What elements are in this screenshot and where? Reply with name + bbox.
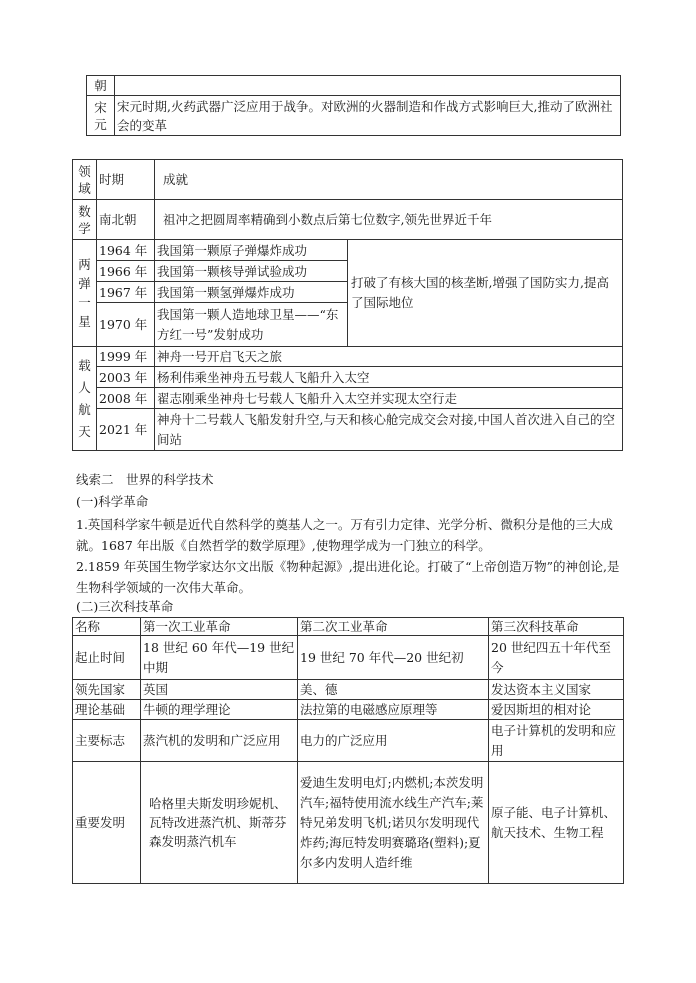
year-cell: 2021 年 [97,409,155,451]
paragraph-newton: 1.英国科学家牛顿是近代自然科学的奠基人之一。万有引力定律、光学分析、微积分是他的三大成就。1687 年出版《自然哲学的数学原理》,使物理学成为一门独立的科学。 [76,517,613,553]
year-cell: 1970 年 [97,303,155,347]
row-label: 重要发明 [73,762,141,884]
table-row [73,762,624,884]
year-cell: 1999 年 [97,347,155,367]
row-label: 起止时间 [73,636,141,680]
cell: 爱因斯坦的相对论 [489,700,624,720]
table-row [73,347,623,367]
header-cell: 第一次工业革命 [141,618,298,636]
header-cell: 第三次科技革命 [489,618,624,636]
field-cell-spaceflight [73,347,97,451]
table-china-achievements [72,159,623,451]
field-char: 领 [78,163,91,179]
field-char: 星 [78,314,91,329]
event-cell: 我国第一颗氢弹爆炸成功 [155,282,348,303]
event-cell: 我国第一颗原子弹爆炸成功 [155,240,348,261]
event-cell: 我国第一颗核导弹试验成功 [155,261,348,282]
cell: 哈格里夫斯发明珍妮机、瓦特改进蒸汽机、斯蒂芬森发明蒸汽机车 [141,762,298,884]
field-char: 两 [78,257,91,272]
table-row [73,409,623,451]
table-row [73,680,624,700]
table-song-yuan [86,75,621,136]
content-cell [115,76,621,96]
period-header: 时期 [97,160,155,200]
subsection-heading: (二)三次科技革命 [76,599,174,614]
field-char: 一 [78,295,91,310]
achievement-cell: 祖冲之把圆周率精确到小数点后第七位数字,领先世界近千年 [155,200,623,240]
cell: 原子能、电子计算机、航天技术、生物工程 [489,762,624,884]
table-row [87,96,621,136]
table-row [87,76,621,96]
table-row [73,240,623,261]
cell: 20 世纪四五十年代至今 [489,636,624,680]
significance-cell: 打破了有核大国的核垄断,增强了国防实力,提高了国际地位 [348,240,623,347]
field-char: 天 [78,423,91,439]
year-cell: 2003 年 [97,367,155,388]
field-char: 人 [78,379,91,395]
field-char: 弹 [78,276,91,291]
table-row [73,200,623,240]
event-cell: 神舟一号开启飞天之旅 [155,347,623,367]
field-cell-two-bombs [73,240,97,347]
cell: 18 世纪 60 年代—19 世纪中期 [141,636,298,680]
row-label: 理论基础 [73,700,141,720]
content-cell: 宋元时期,火药武器广泛应用于战争。对欧洲的火器制造和作战方式影响巨大,推动了欧洲社会的变革 [115,96,621,136]
period-char: 元 [94,116,107,132]
cell: 发达资本主义国家 [489,680,624,700]
table-row [73,636,624,680]
table-row [73,388,623,409]
year-cell: 1967 年 [97,282,155,303]
table-row [73,700,624,720]
event-cell: 神舟十二号载人飞船发射升空,与天和核心舱完成交会对接,中国人首次进入自己的空间站 [155,409,623,451]
field-char: 载 [78,357,91,373]
cell: 英国 [141,680,298,700]
field-cell-math [73,200,97,240]
cell: 法拉第的电磁感应原理等 [298,700,489,720]
year-cell: 1964 年 [97,240,155,261]
event-cell: 我国第一颗人造地球卫星——“东方红一号”发射成功 [155,303,348,347]
field-char: 数 [78,203,91,219]
table-three-revolutions [72,617,624,884]
achievement-header: 成就 [155,160,623,200]
period-cell: 朝 [87,76,115,96]
section-heading: 线索二 世界的科学技术 [76,472,214,487]
cell: 电力的广泛应用 [298,720,489,762]
table-header-row [73,160,623,200]
field-char: 学 [78,220,91,236]
subsection-heading: (一)科学革命 [76,494,149,509]
field-char: 航 [78,401,91,417]
row-label: 领先国家 [73,680,141,700]
year-cell: 1966 年 [97,261,155,282]
cell: 19 世纪 70 年代—20 世纪初 [298,636,489,680]
period-cell: 南北朝 [97,200,155,240]
table-row [73,720,624,762]
period-char: 宋 [94,99,107,115]
header-cell: 第二次工业革命 [298,618,489,636]
paragraph-darwin: 2.1859 年英国生物学家达尔文出版《物种起源》,提出进化论。打破了“上帝创造万物”的神创论,是生物科学领域的一次伟大革命。 [76,559,620,595]
period-cell [87,96,115,136]
cell: 美、德 [298,680,489,700]
event-cell: 翟志刚乘坐神舟七号载人飞船升入太空并实现太空行走 [155,388,623,409]
field-header [73,160,97,200]
table-row [73,367,623,388]
year-cell: 2008 年 [97,388,155,409]
cell: 爱迪生发明电灯;内燃机;本茨发明汽车;福特使用流水线生产汽车;莱特兄弟发明飞机;诺贝尔发明现代炸药;海厄特发明赛璐珞(塑料);夏尔多内发明人造纤维 [298,762,489,884]
event-cell: 杨利伟乘坐神舟五号载人飞船升入太空 [155,367,623,388]
cell: 电子计算机的发明和应用 [489,720,624,762]
row-label: 主要标志 [73,720,141,762]
cell: 蒸汽机的发明和广泛应用 [141,720,298,762]
field-char: 域 [78,180,91,196]
header-cell: 名称 [73,618,141,636]
table-header-row [73,618,624,636]
cell: 牛顿的理学理论 [141,700,298,720]
